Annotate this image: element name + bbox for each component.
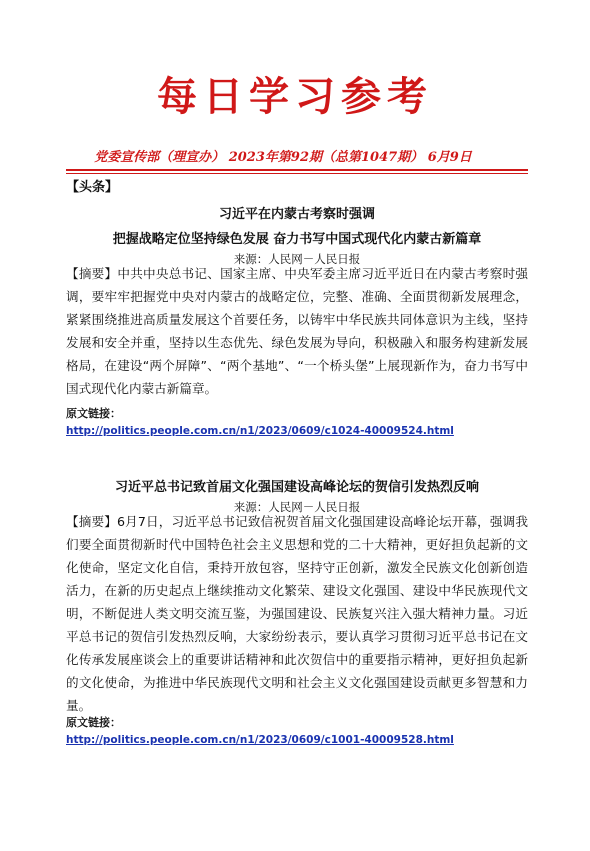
- article-2-source: 来源：人民网－人民日报: [233, 500, 361, 514]
- masthead-rule-thin: [66, 173, 528, 174]
- article-1-title-line-1: 习近平在内蒙古考察时强调: [218, 207, 375, 222]
- article-1-link[interactable]: http://politics.people.com.cn/n1/2023/0609/c1024-40009524.html: [66, 425, 454, 437]
- masthead-rule-thick: [66, 169, 528, 171]
- masthead-title: 每日学习参考: [157, 73, 433, 120]
- article-2-title: 习近平总书记致首届文化强国建设高峰论坛的贺信引发热烈反响: [114, 480, 479, 495]
- article-2-link-label: 原文链接：: [66, 716, 121, 729]
- article-2-link[interactable]: http://politics.people.com.cn/n1/2023/0609/c1001-40009528.html: [66, 734, 454, 746]
- article-1-source: 来源：人民网－人民日报: [233, 252, 361, 266]
- article-1-link-label: 原文链接：: [66, 407, 121, 420]
- article-2-summary: 【摘要】6月7日，习近平总书记致信祝贺首届文化强国建设高峰论坛开幕，强调我们要全面贯彻新时代中国特色社会主义思想和党的二十大精神，更好担负起新的文化使命，坚定文化自信，秉持开放包容，坚持守正创新，激发全民族文化创新创造活力，在新的历史起点上继续推动文化繁荣、建设文化强国、建设中华民族现代文明，不断促进人类文明交流互鉴，为强国建设、民族复兴注入强大精神力量。习近平总书记的贺信引发热烈反响，大家纷纷表示，要认真学习贯彻习近平总书记在文化传承发展座谈会上的重要讲话精神和此次贺信中的重要指示精神，更好担负起新的文化使命，为推进中华民族现代文明和社会主义文化强国建设贡献更多智慧和力量。: [66, 514, 528, 713]
- article-1-title-line-2: 把握战略定位坚持绿色发展 奋力书写中国式现代化内蒙古新篇章: [112, 232, 482, 247]
- issue-line: 党委宣传部（理宣办） 2023年第92期（总第1047期） 6月9日: [94, 150, 472, 165]
- section-label: 【头条】: [66, 180, 119, 195]
- article-1-summary: 【摘要】中共中央总书记、国家主席、中央军委主席习近平近日在内蒙古考察时强调，要牢牢把握党中央对内蒙古的战略定位，完整、准确、全面贯彻新发展理念，紧紧围绕推进高质量发展这个首要任务，以铸牢中华民族共同体意识为主线，坚持发展和安全并重，坚持以生态优先、绿色发展为导向，积极融入和服务构建新发展格局，在建设“两个屏障”、“两个基地”、“一个桥头堡”上展现新作为，奋力书写中国式现代化内蒙古新篇章。: [66, 266, 528, 396]
